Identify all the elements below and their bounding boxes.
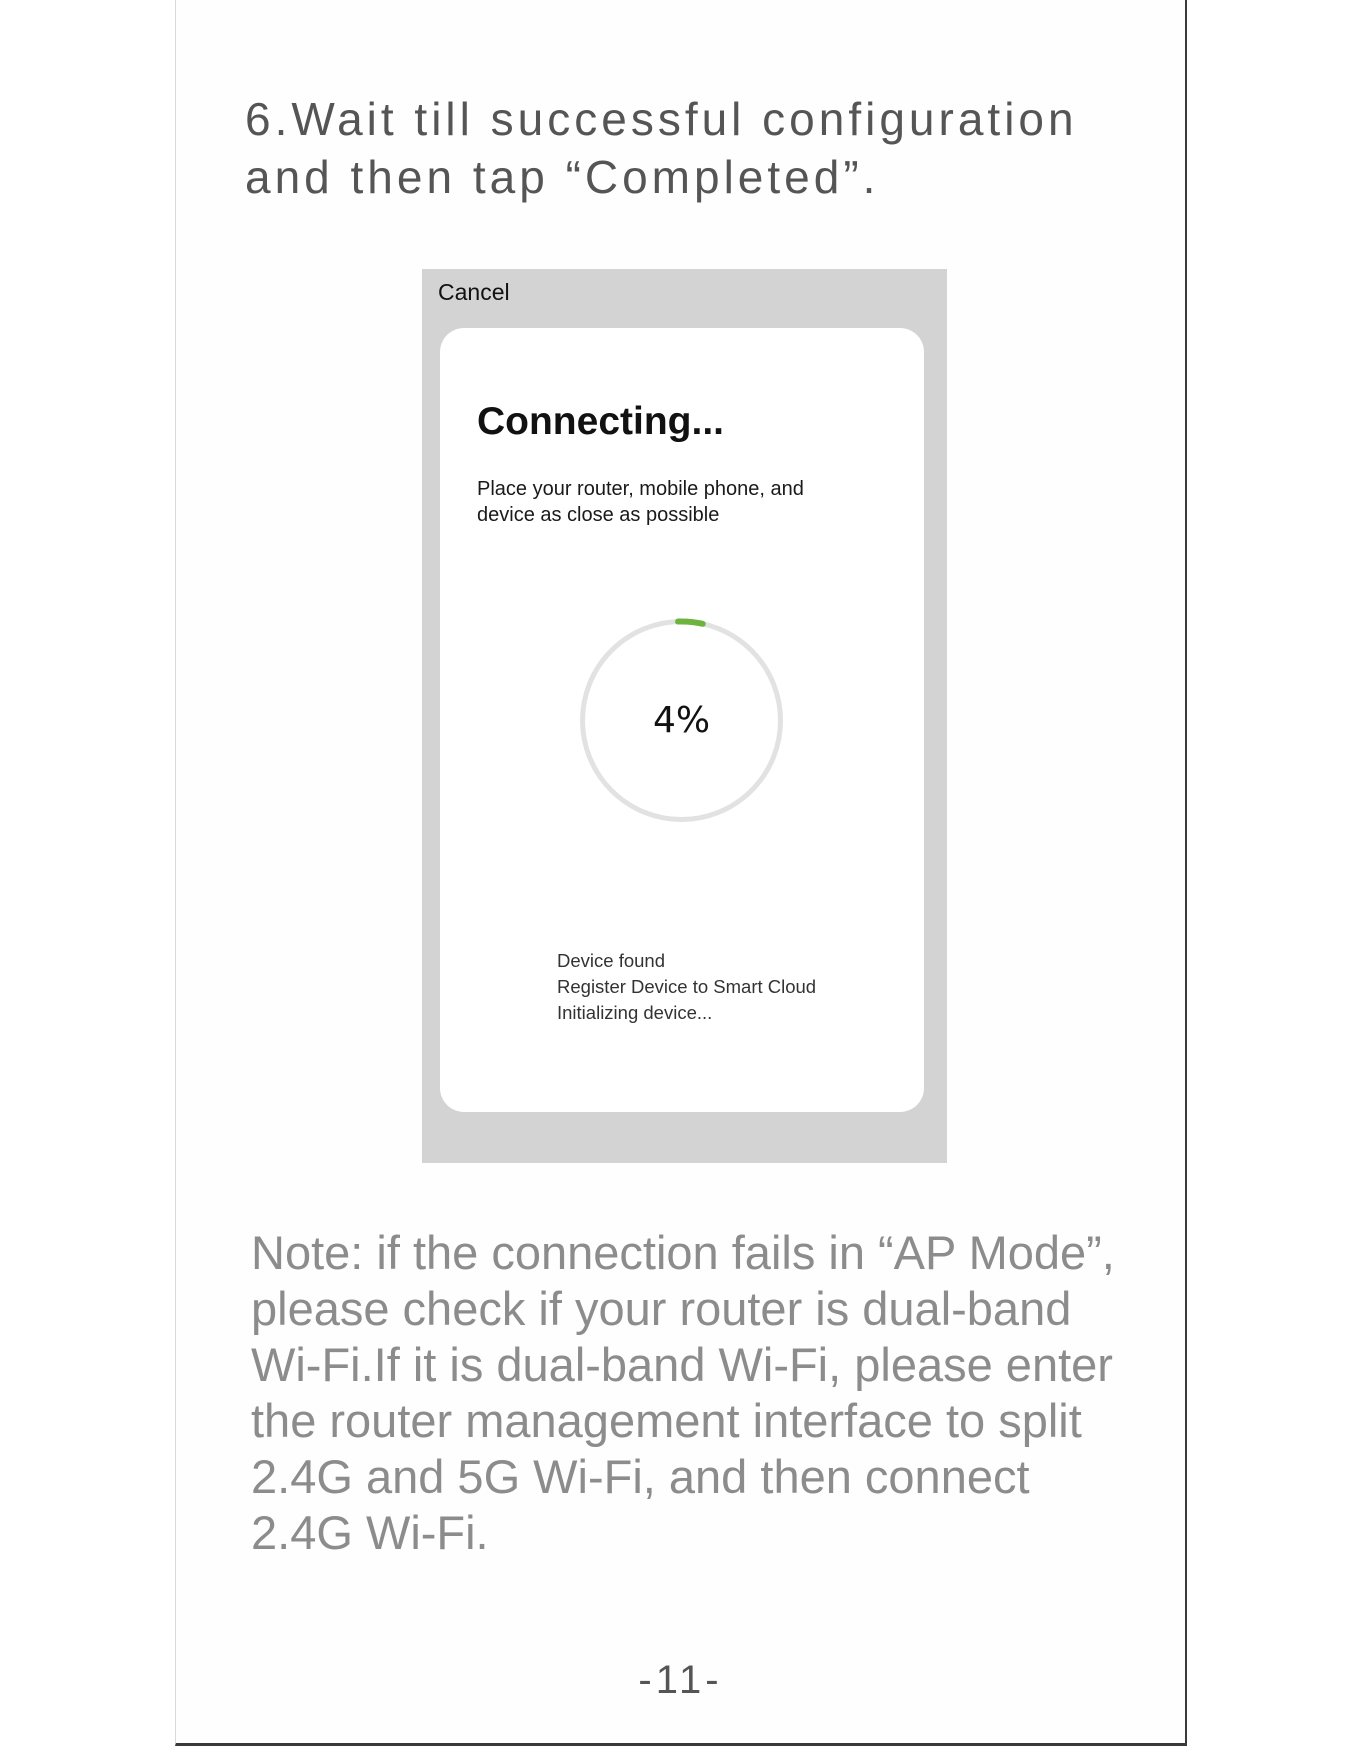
- step-title: [245, 90, 1175, 206]
- step-title-line: 6.Wait till successful configuration: [245, 93, 1078, 145]
- status-list: [557, 948, 816, 1026]
- status-item: Device found: [557, 950, 665, 971]
- description-line: Place your router, mobile phone, and: [477, 478, 804, 500]
- step-title-line: and then tap “Completed”.: [245, 151, 880, 203]
- connecting-card: [440, 328, 924, 1112]
- manual-page: [175, 0, 1187, 1746]
- note-paragraph: [251, 1225, 1181, 1561]
- progress-ring: [579, 618, 784, 823]
- status-item: Register Device to Smart Cloud: [557, 976, 817, 997]
- connecting-title: Connecting...: [477, 400, 724, 443]
- page-number: -11-: [638, 1658, 723, 1702]
- note-line: please check if your router is dual-band: [251, 1282, 1072, 1335]
- note-line: 2.4G and 5G Wi-Fi, and then connect: [251, 1450, 1030, 1503]
- note-line: the router management interface to split: [251, 1394, 1082, 1447]
- progress-percent: 4%: [652, 700, 711, 741]
- note-line: 2.4G Wi-Fi.: [251, 1506, 489, 1559]
- connecting-description: [477, 476, 907, 528]
- note-line: Wi-Fi.If it is dual-band Wi-Fi, please enter: [251, 1338, 1113, 1391]
- status-item: Initializing device...: [557, 1002, 713, 1023]
- cancel-button[interactable]: Cancel: [438, 279, 510, 305]
- phone-screenshot: [422, 269, 947, 1163]
- note-line: Note: if the connection fails in “AP Mode”,: [251, 1226, 1115, 1279]
- description-line: device as close as possible: [477, 504, 720, 526]
